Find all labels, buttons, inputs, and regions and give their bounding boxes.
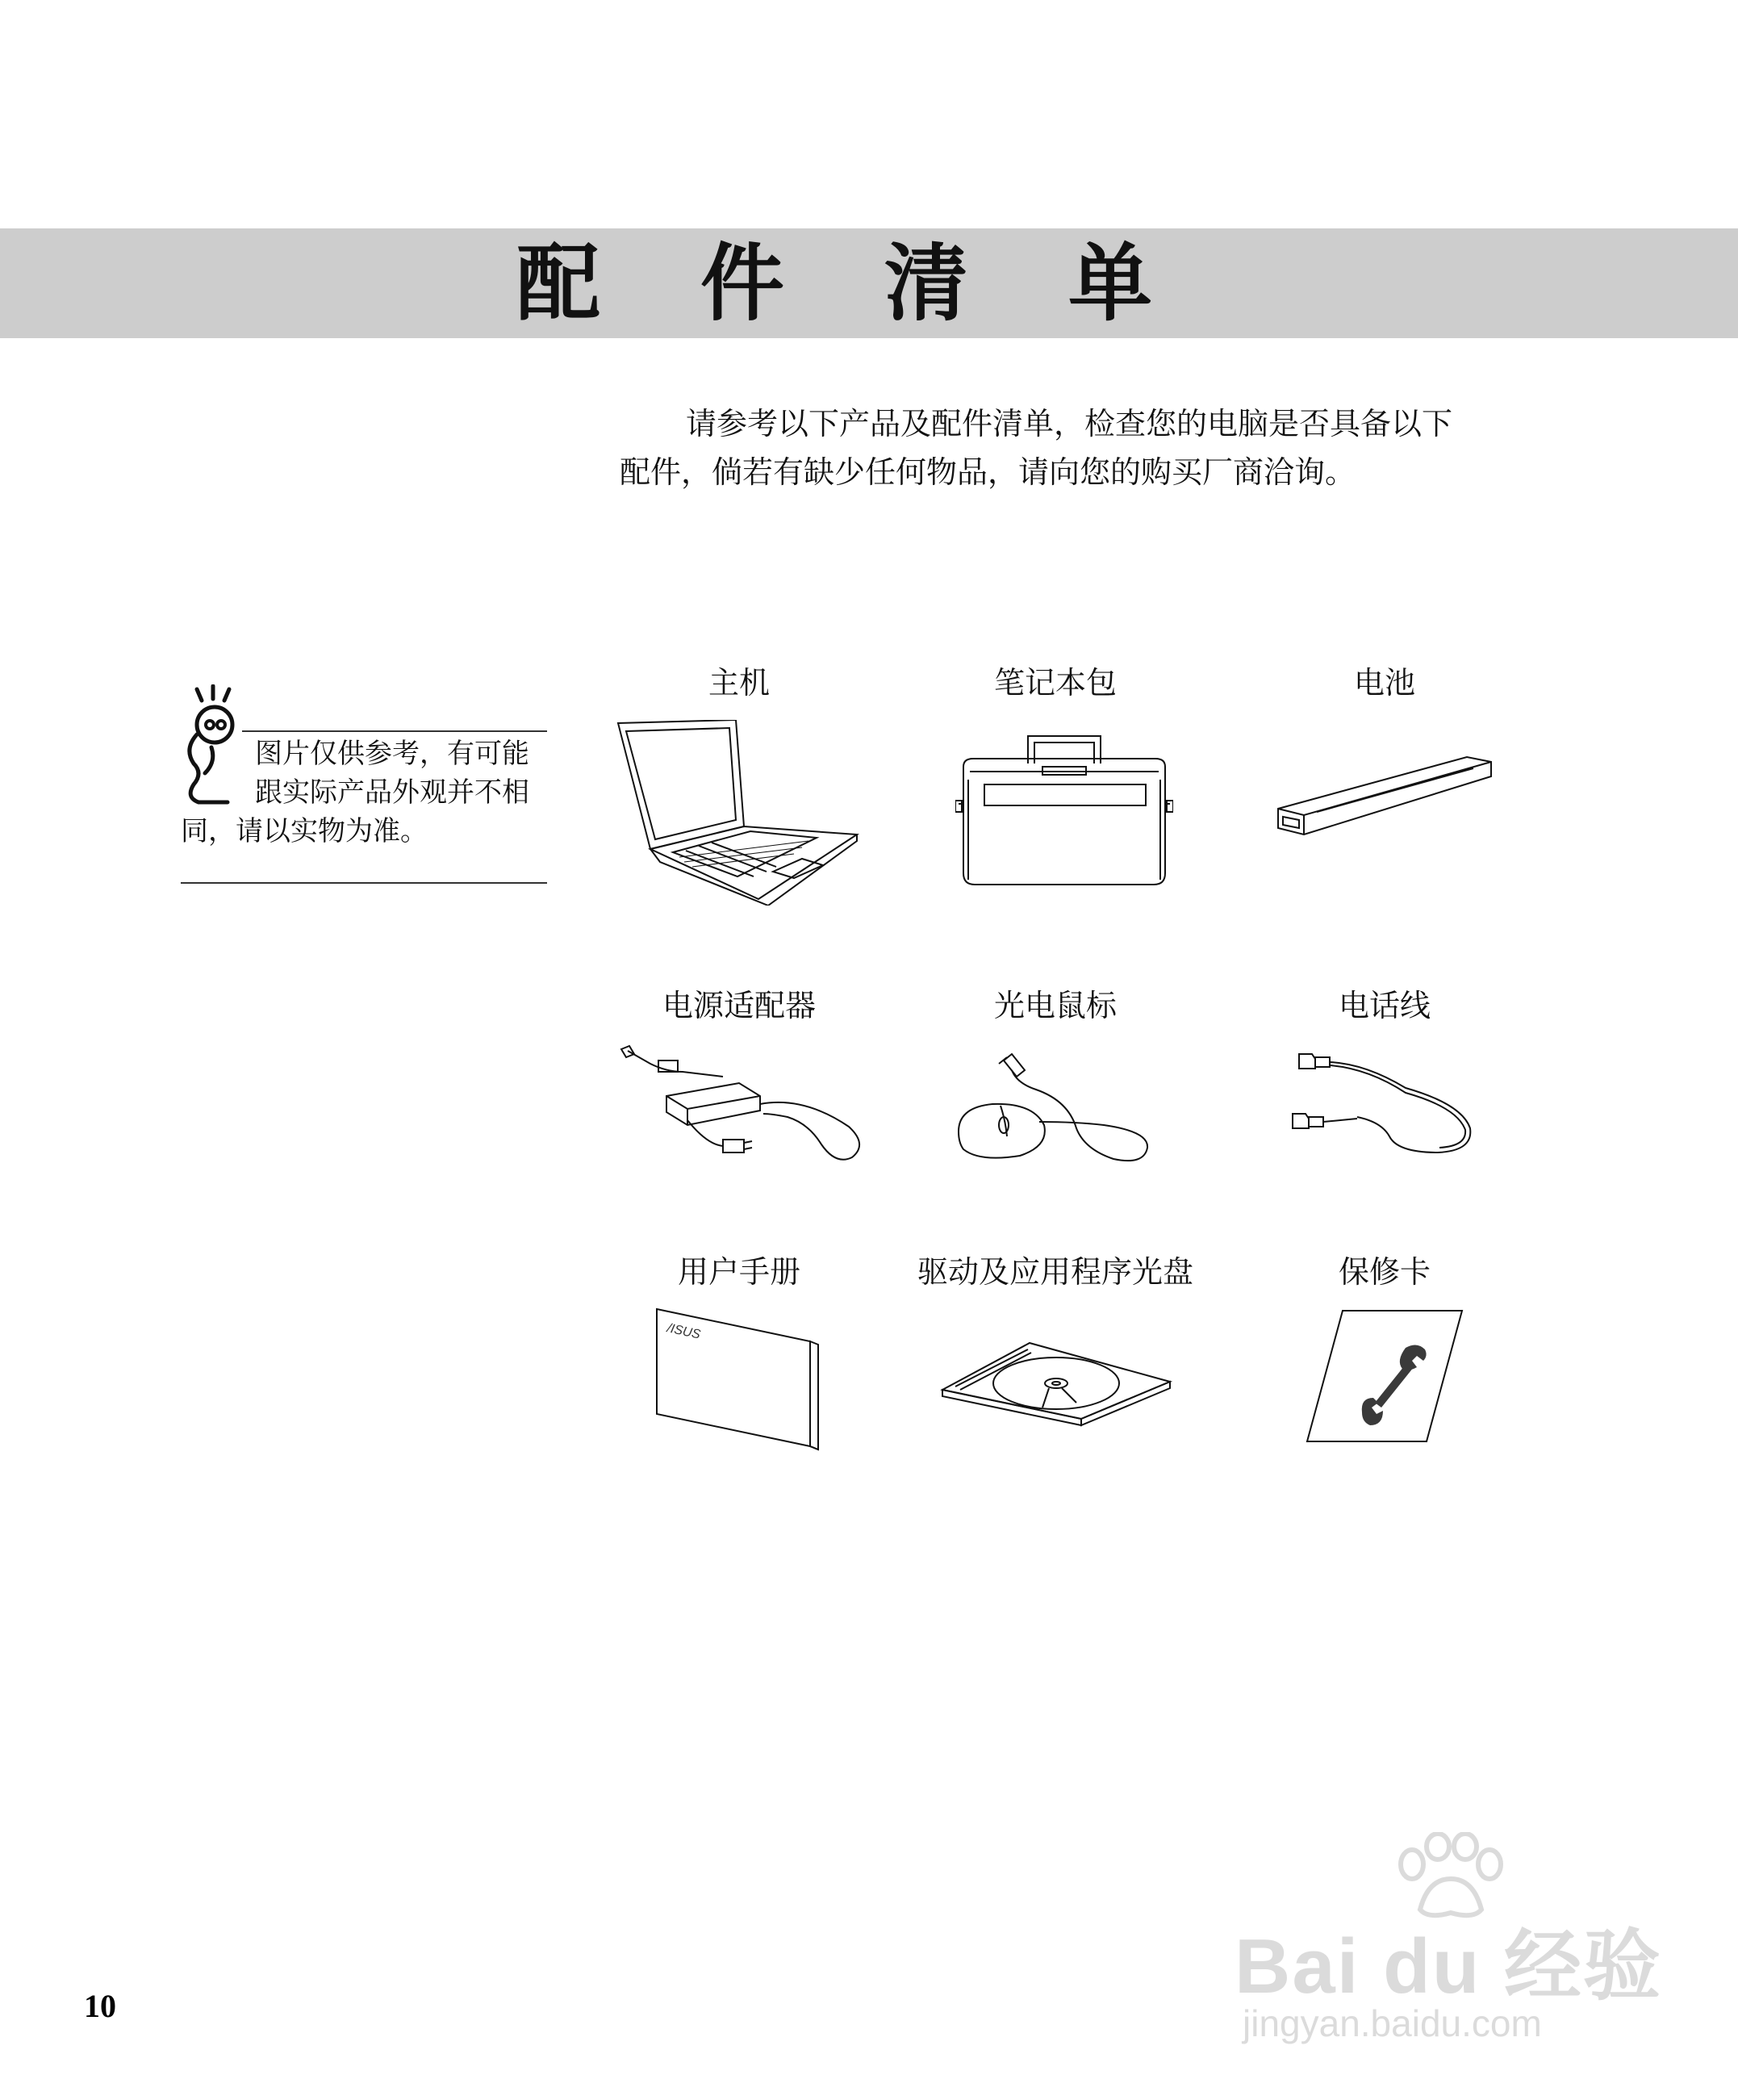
item-laptop xyxy=(578,663,900,922)
item-warranty-card xyxy=(1223,1253,1546,1462)
note-text xyxy=(181,734,552,851)
note-line-2: 跟实际产品外观并不相 xyxy=(255,776,529,809)
power-adapter-icon xyxy=(618,1040,876,1169)
item-laptop-bag xyxy=(894,663,1217,922)
item-label-laptop: 主机 xyxy=(708,665,770,701)
user-manual-icon xyxy=(652,1307,821,1453)
page-number: 10 xyxy=(84,1988,116,2024)
item-user-manual xyxy=(578,1253,900,1462)
baidu-watermark xyxy=(1235,1832,1663,2058)
item-label-user-manual: 用户手册 xyxy=(677,1254,800,1290)
item-driver-cd xyxy=(894,1253,1217,1462)
phone-cable-icon xyxy=(1285,1048,1494,1169)
item-label-warranty-card: 保修卡 xyxy=(1338,1254,1431,1290)
item-label-battery: 电池 xyxy=(1353,665,1415,701)
item-label-laptop-bag: 笔记本包 xyxy=(993,665,1117,701)
page-title: 配件清单 xyxy=(516,234,1253,333)
watermark-brand: Bai du 经验 xyxy=(1235,1923,1663,2010)
item-phone-cable xyxy=(1223,986,1546,1180)
intro-line-2: 配件，倘若有缺少任何物品，请向您的购买厂商洽询。 xyxy=(620,454,1356,490)
item-label-optical-mouse: 光电鼠标 xyxy=(993,988,1117,1023)
item-label-power-adapter: 电源适配器 xyxy=(662,988,816,1023)
driver-cd-icon xyxy=(939,1338,1173,1427)
watermark-url: jingyan.baidu.com xyxy=(1243,2002,1542,2044)
battery-icon xyxy=(1272,744,1498,857)
note-line-1: 图片仅供参考，有可能 xyxy=(255,738,529,770)
item-battery xyxy=(1223,663,1546,922)
note-line-3: 同，请以实物为准。 xyxy=(181,815,428,847)
optical-mouse-icon xyxy=(955,1048,1165,1169)
intro-paragraph xyxy=(620,400,1515,496)
item-power-adapter xyxy=(578,986,900,1180)
item-label-phone-cable: 电话线 xyxy=(1338,988,1431,1023)
note-divider-bottom xyxy=(181,882,547,884)
laptop-icon xyxy=(615,720,865,906)
item-label-driver-cd: 驱动及应用程序光盘 xyxy=(917,1254,1193,1290)
item-optical-mouse xyxy=(894,986,1217,1180)
wrench-icon xyxy=(1362,1345,1427,1425)
laptop-bag-icon xyxy=(955,731,1173,893)
manual-brand-text: /ISUS xyxy=(666,1321,702,1342)
warranty-card-icon xyxy=(1304,1307,1465,1445)
note-divider-top xyxy=(242,730,547,732)
intro-line-1: 请参考以下产品及配件清单，检查您的电脑是否具备以下 xyxy=(686,406,1453,441)
